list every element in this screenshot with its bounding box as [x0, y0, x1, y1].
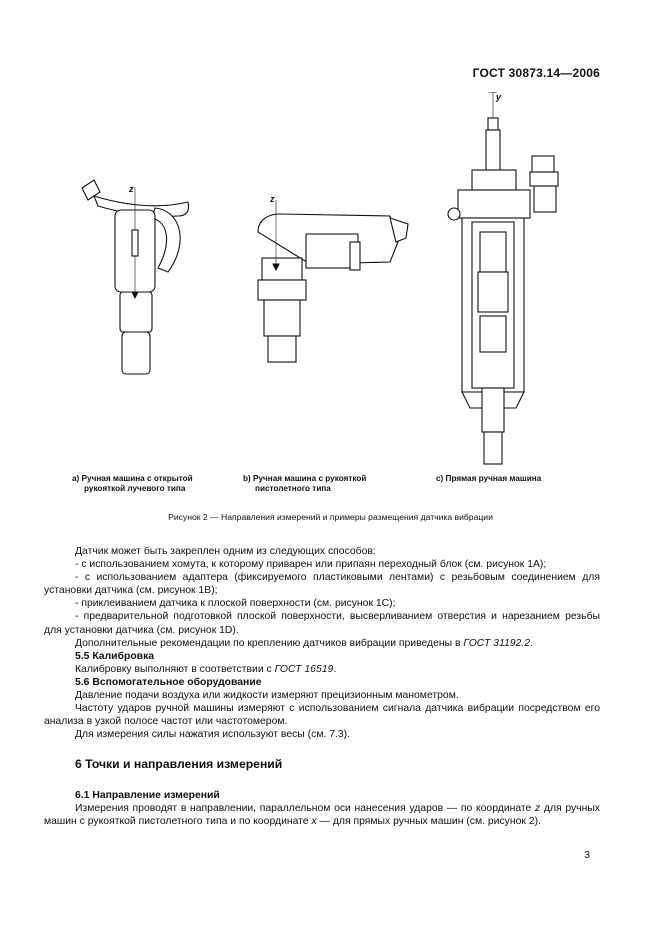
section-heading-6: 6 Точки и направления измерений	[75, 757, 283, 772]
list-item: - приклеиванием датчика к плоской поверхности (см. рисунок 1С);	[75, 598, 396, 610]
paragraph: Для измерения силы нажатия используют весы (см. 7.3).	[75, 729, 351, 741]
subcaption-b: b) Ручная машина с рукояткой пистолетного типа	[243, 474, 367, 493]
paragraph: Измерения проводят в направлении, параллельном оси нанесения ударов — по координате z для ручных машин с рукояткой пистолетного типа и по координате x — для прямых ручных машин (см. рисунок 2).	[44, 802, 600, 827]
paragraph: Дополнительные рекомендации по креплению датчиков вибрации приведены в ГОСТ 31192.2.	[75, 637, 533, 649]
section-heading-5-5: 5.5 Калибровка	[75, 650, 155, 662]
section-heading-6-1: 6.1 Направление измерений	[75, 789, 220, 801]
subcaption-a: а) Ручная машина с открытой рукояткой лучевого типа	[72, 474, 193, 493]
figure-2	[60, 92, 600, 493]
axis-y-label-c: y	[496, 92, 502, 102]
section-heading-5-6: 5.6 Вспомогательное оборудование	[75, 676, 262, 688]
document-header: ГОСТ 30873.14—2006	[472, 66, 600, 80]
figure-drawings	[60, 92, 600, 472]
subcaption-c: с) Прямая ручная машина	[436, 474, 542, 483]
list-item: - предварительной подготовкой плоской поверхности, высверливанием отверстия и нарезанием резьбы для установки датчика (см. рисунок 1D).	[44, 611, 600, 636]
paragraph: Датчик может быть закреплен одним из следующих способов:	[75, 546, 376, 557]
tool-b-drawing	[258, 194, 408, 362]
paragraph: Давление подачи воздуха или жидкости измеряют прецизионным манометром.	[75, 690, 459, 702]
page-number: 3	[584, 850, 590, 861]
list-item: - с использованием хомута, к которому приварен или припаян переходный блок (см. рисунок 1А);	[75, 559, 547, 571]
standard-reference: ГОСТ 31192.2	[463, 637, 530, 649]
axis-z-label-b: z	[270, 194, 275, 204]
paragraph: Частоту ударов ручной машины измеряют с использованием сигнала датчика вибрации посредством его анализа в узкой полосе частот или частотомером.	[44, 703, 600, 728]
paragraph: Калибровку выполняют в соответствии с ГОСТ 16519.	[75, 663, 337, 675]
tool-c-drawing	[448, 92, 558, 464]
figure-caption: Рисунок 2 — Направления измерений и примеры размещения датчика вибрации	[168, 512, 493, 522]
standard-reference: ГОСТ 16519	[274, 663, 334, 675]
body-text	[44, 545, 600, 828]
axis-z-label-a: z	[129, 184, 134, 194]
tool-a-drawing	[82, 180, 189, 374]
list-item: - с использованием адаптера (фиксируемого пластиковыми лентами) с резьбовым соединением для установки датчика (см. рисунок 1В);	[44, 572, 600, 597]
